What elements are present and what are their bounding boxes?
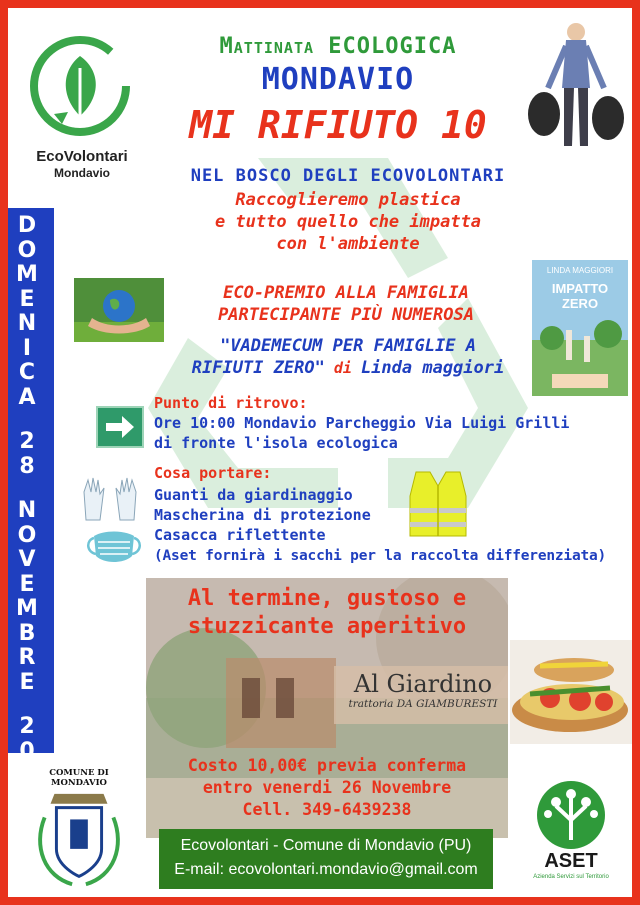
aset-tree-logo-icon xyxy=(528,780,614,850)
book-cover-image xyxy=(532,260,628,396)
gloves-icon xyxy=(80,474,140,524)
bruschetta-image xyxy=(510,640,632,744)
aperitivo-line-1: Al termine, gustoso e xyxy=(187,586,467,611)
header-subtitle: Mattinata ECOLOGICA xyxy=(219,34,457,59)
book-title-end: RIFIUTI ZERO" xyxy=(191,358,325,378)
restaurant-sub: trattoria DA GIAMBURESTI xyxy=(348,698,498,710)
book-cover-title: IMPATTO ZERO xyxy=(551,281,609,311)
date-letter: 2 xyxy=(19,763,35,788)
cost-line-1: Costo 10,00€ previa conferma xyxy=(187,756,467,775)
reflective-vest-icon xyxy=(406,466,470,538)
footer-line-1: Ecovolontari - Comune di Mondavio (PU) xyxy=(180,837,472,854)
comune-crest xyxy=(24,768,134,888)
date-month xyxy=(16,499,38,695)
prize-line-2: PARTECIPANTE PIÙ NUMEROSA xyxy=(218,305,474,325)
earth-in-hands-image xyxy=(74,278,164,342)
ecovolontari-leaf-logo-icon xyxy=(28,34,132,138)
restaurant-photo xyxy=(146,578,508,838)
flyer-page xyxy=(8,8,632,897)
meeting-label: Punto di ritrovo: xyxy=(154,394,308,412)
footer-email[interactable]: E-mail: ecovolontari.mondavio@gmail.com xyxy=(174,861,478,878)
date-letter: 2 xyxy=(19,714,35,739)
bring-label: Cosa portare: xyxy=(154,464,272,482)
header-town: MONDAVIO xyxy=(261,62,415,97)
book-line-2 xyxy=(148,358,548,378)
meeting-line-1: Ore 10:00 Mondavio Parcheggio Via Luigi Grilli xyxy=(154,414,570,432)
book-by: di xyxy=(324,359,361,377)
date-letter: V xyxy=(18,547,36,572)
date-letter: A xyxy=(18,384,36,410)
date-letter: E xyxy=(19,669,35,695)
cost-line-3: Cell. 349-6439238 xyxy=(242,800,412,819)
aset-name: ASET xyxy=(544,850,598,872)
date-day xyxy=(16,214,38,410)
aperitivo-line-2: stuzzicante aperitivo xyxy=(187,614,467,639)
date-letter: D xyxy=(17,213,37,238)
bring-note: (Aset fornirà i sacchi per la raccolta differenziata) xyxy=(154,548,607,564)
bring-item-1: Guanti da giardinaggio xyxy=(154,486,353,504)
comune-crest-icon xyxy=(24,788,134,896)
date-letter: I xyxy=(22,335,32,361)
intro-line-1: NEL BOSCO DEGLI ECOVOLONTARI xyxy=(190,166,506,186)
date-letter: E xyxy=(19,286,35,312)
date-letter: 0 xyxy=(19,738,35,764)
intro-line-4: con l'ambiente xyxy=(276,234,420,254)
intro-line-2: Raccoglieremo plastica xyxy=(235,190,461,210)
book-cover-illustration xyxy=(532,310,628,396)
restaurant-sign xyxy=(334,666,508,724)
arrow-right-icon xyxy=(96,406,144,448)
cost-line-2: entro venerdi 26 Novembre xyxy=(202,778,452,797)
date-number xyxy=(19,430,34,479)
intro-line-3: e tutto quello che impatta xyxy=(214,212,482,232)
date-letter: N xyxy=(17,498,37,523)
date-letter: E xyxy=(19,571,35,597)
date-letter: O xyxy=(17,237,37,263)
date-letter: 8 xyxy=(19,453,35,479)
date-letter: 1 xyxy=(19,787,35,813)
volunteer-with-bags-icon xyxy=(526,18,626,158)
date-letter: M xyxy=(16,262,38,287)
comune-text: COMUNE DI MONDAVIO xyxy=(49,768,109,788)
bring-item-3: Casacca riflettente xyxy=(154,526,326,544)
meeting-line-2: di fronte l'isola ecologica xyxy=(154,434,398,452)
book-line-1: "VADEMECUM PER FAMIGLIE A xyxy=(220,336,476,356)
restaurant-name: Al Giardino xyxy=(353,670,493,698)
date-letter: N xyxy=(17,311,37,336)
prize-line-1: ECO-PREMIO ALLA FAMIGLIA xyxy=(223,283,469,303)
face-mask-icon xyxy=(84,526,144,566)
book-author: Linda maggiori xyxy=(360,358,505,378)
footer-contact-box xyxy=(159,829,493,889)
logo-brand: EcoVolontari xyxy=(36,148,128,165)
bring-item-2: Mascherina di protezione xyxy=(154,506,371,524)
date-vertical-bar xyxy=(8,208,54,813)
logo-place: Mondavio xyxy=(54,166,110,180)
aset-tagline: Azienda Servizi sul Territorio xyxy=(533,874,609,880)
date-letter: R xyxy=(18,645,36,670)
book-cover-author: LINDA MAGGIORI xyxy=(546,266,614,275)
date-letter: O xyxy=(17,522,37,548)
date-letter: C xyxy=(18,360,36,385)
date-letter: B xyxy=(18,620,36,646)
date-letter: 2 xyxy=(19,429,35,454)
header-title: MI RIFIUTO 10 xyxy=(189,103,487,147)
date-letter: M xyxy=(16,596,38,621)
